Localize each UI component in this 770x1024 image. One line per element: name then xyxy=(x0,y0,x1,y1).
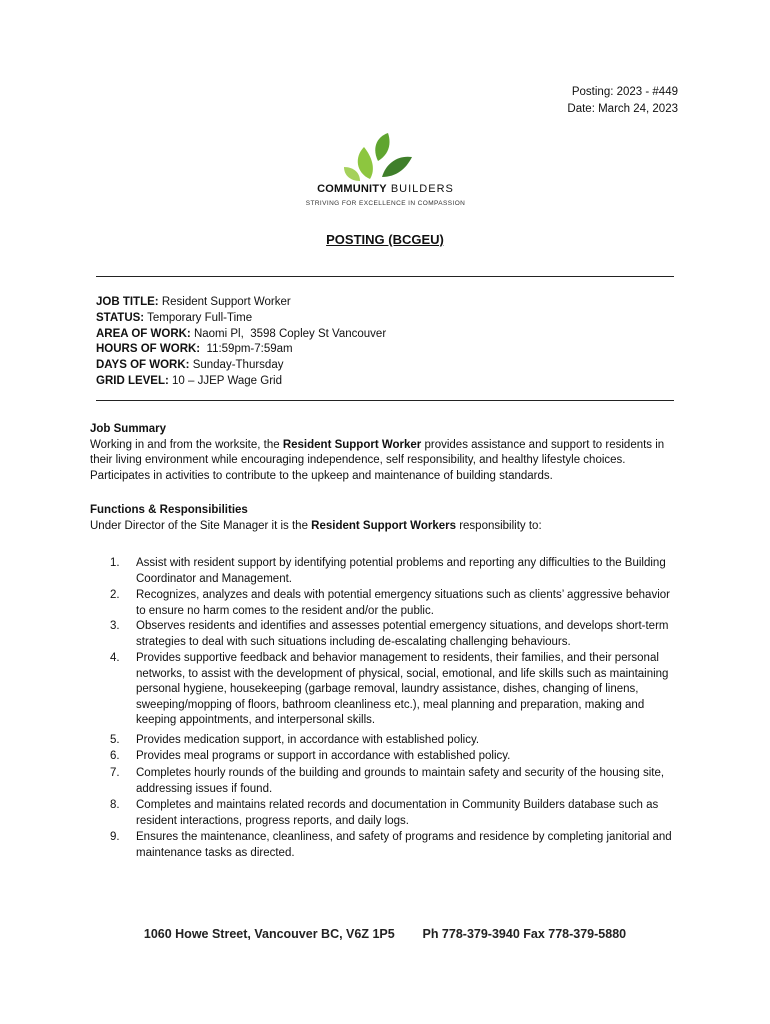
logo-name-light: BUILDERS xyxy=(390,183,454,195)
functions-role: Resident Support Workers xyxy=(311,519,456,532)
functions-section xyxy=(90,503,680,534)
list-item-text: Provides supportive feedback and behavior management to residents, their families, and their personal networks, to assist with the development of physical, social, emotional, and life skills such as maintaining personal hygiene, housekeeping (garbage removal, laundry assistance, dishes, changing of linens, sweeping/mopping of floors, bathroom cleanliness etc.), meal planning and preparation, making and keeping appointments, and interpersonal skills. xyxy=(136,652,669,726)
logo-wordmark xyxy=(298,183,473,195)
detail-key: GRID LEVEL: xyxy=(96,374,169,387)
detail-key: AREA OF WORK: xyxy=(96,327,191,340)
job-summary-text: Working in and from the worksite, the Resident Support Worker provides assistance and support to residents in their living environment while encouraging independence, self responsibility, and healthy lifestyle choices. Participates in activities to contribute to the upkeep and maintenance of building standards. xyxy=(90,438,665,482)
job-details xyxy=(96,295,386,390)
posting-number: Posting: 2023 - #449 xyxy=(571,86,678,98)
detail-line xyxy=(96,295,386,311)
footer-contact xyxy=(0,927,770,941)
list-item-text: Observes residents and identifies and assesses potential emergency situations, and develops short-term strategies to deal with such situations including de-escalating challenging behaviours. xyxy=(136,620,669,648)
list-item-number: 8. xyxy=(110,799,120,811)
list-item-number: 2. xyxy=(110,589,120,601)
divider-bottom xyxy=(96,400,674,401)
footer-address: 1060 Howe Street, Vancouver BC, V6Z 1P5 xyxy=(143,927,395,941)
list-item-text: Completes hourly rounds of the building and grounds to maintain safety and security of the housing site, addressing issues if found. xyxy=(136,767,665,795)
list-item-text: Assist with resident support by identifying potential problems and reporting any difficulties to the Building Coordinator and Management. xyxy=(136,557,666,585)
detail-value: Naomi Pl, 3598 Copley St Vancouver xyxy=(190,327,387,340)
logo-tagline: STRIVING FOR EXCELLENCE IN COMPASSION xyxy=(305,200,466,207)
job-summary-section xyxy=(90,422,680,484)
detail-key: STATUS: xyxy=(96,311,145,324)
list-item-number: 5. xyxy=(110,734,120,746)
list-item-number: 6. xyxy=(110,750,120,762)
divider-top xyxy=(96,276,674,277)
detail-key: HOURS OF WORK: xyxy=(96,343,201,356)
list-item-number: 1. xyxy=(110,557,120,569)
list-item-text: Recognizes, analyzes and deals with potential emergency situations such as clients’ aggressive behavior to ensure no harm comes to the resident and/or the public. xyxy=(136,589,670,617)
detail-line xyxy=(96,358,386,374)
list-item-number: 4. xyxy=(110,652,120,664)
posting-date: Date: March 24, 2023 xyxy=(567,103,678,115)
posting-meta xyxy=(567,84,678,118)
list-item-text: Ensures the maintenance, cleanliness, and safety of programs and residence by completing janitorial and maintenance tasks as directed. xyxy=(136,831,672,859)
detail-line xyxy=(96,342,386,358)
list-item-text: Completes and maintains related records and documentation in Community Builders database such as resident interactions, progress reports, and daily logs. xyxy=(136,799,659,827)
detail-key: DAYS OF WORK: xyxy=(96,359,190,372)
detail-line xyxy=(96,311,386,327)
detail-value: Resident Support Worker xyxy=(158,296,291,308)
detail-line xyxy=(96,327,386,343)
footer-phone-fax: Ph 778-379-3940 Fax 778-379-5880 xyxy=(422,927,627,941)
detail-value: Temporary Full-Time xyxy=(144,311,253,324)
list-item-number: 9. xyxy=(110,831,120,843)
list-item-text: Provides meal programs or support in accordance with established policy. xyxy=(136,750,511,762)
community-builders-logo xyxy=(298,133,473,211)
leaf-logo-icon xyxy=(298,133,473,183)
detail-value: 10 – JJEP Wage Grid xyxy=(168,374,282,387)
list-item-number: 7. xyxy=(110,767,120,779)
job-summary-heading: Job Summary xyxy=(90,423,167,435)
page-title: POSTING (BCGEU) xyxy=(326,232,444,247)
list-item-number: 3. xyxy=(110,620,120,632)
functions-heading: Functions & Responsibilities xyxy=(90,504,248,516)
job-summary-role: Resident Support Worker xyxy=(282,438,422,451)
detail-key: JOB TITLE: xyxy=(96,296,159,308)
logo-name-bold: COMMUNITY xyxy=(317,183,387,195)
detail-line xyxy=(96,374,386,390)
functions-intro: Under Director of the Site Manager it is the Resident Support Workers responsibility to: xyxy=(90,519,542,532)
list-item-text: Provides medication support, in accordance with established policy. xyxy=(136,734,480,746)
detail-value: 11:59pm-7:59am xyxy=(200,343,293,356)
detail-value: Sunday-Thursday xyxy=(189,359,284,372)
